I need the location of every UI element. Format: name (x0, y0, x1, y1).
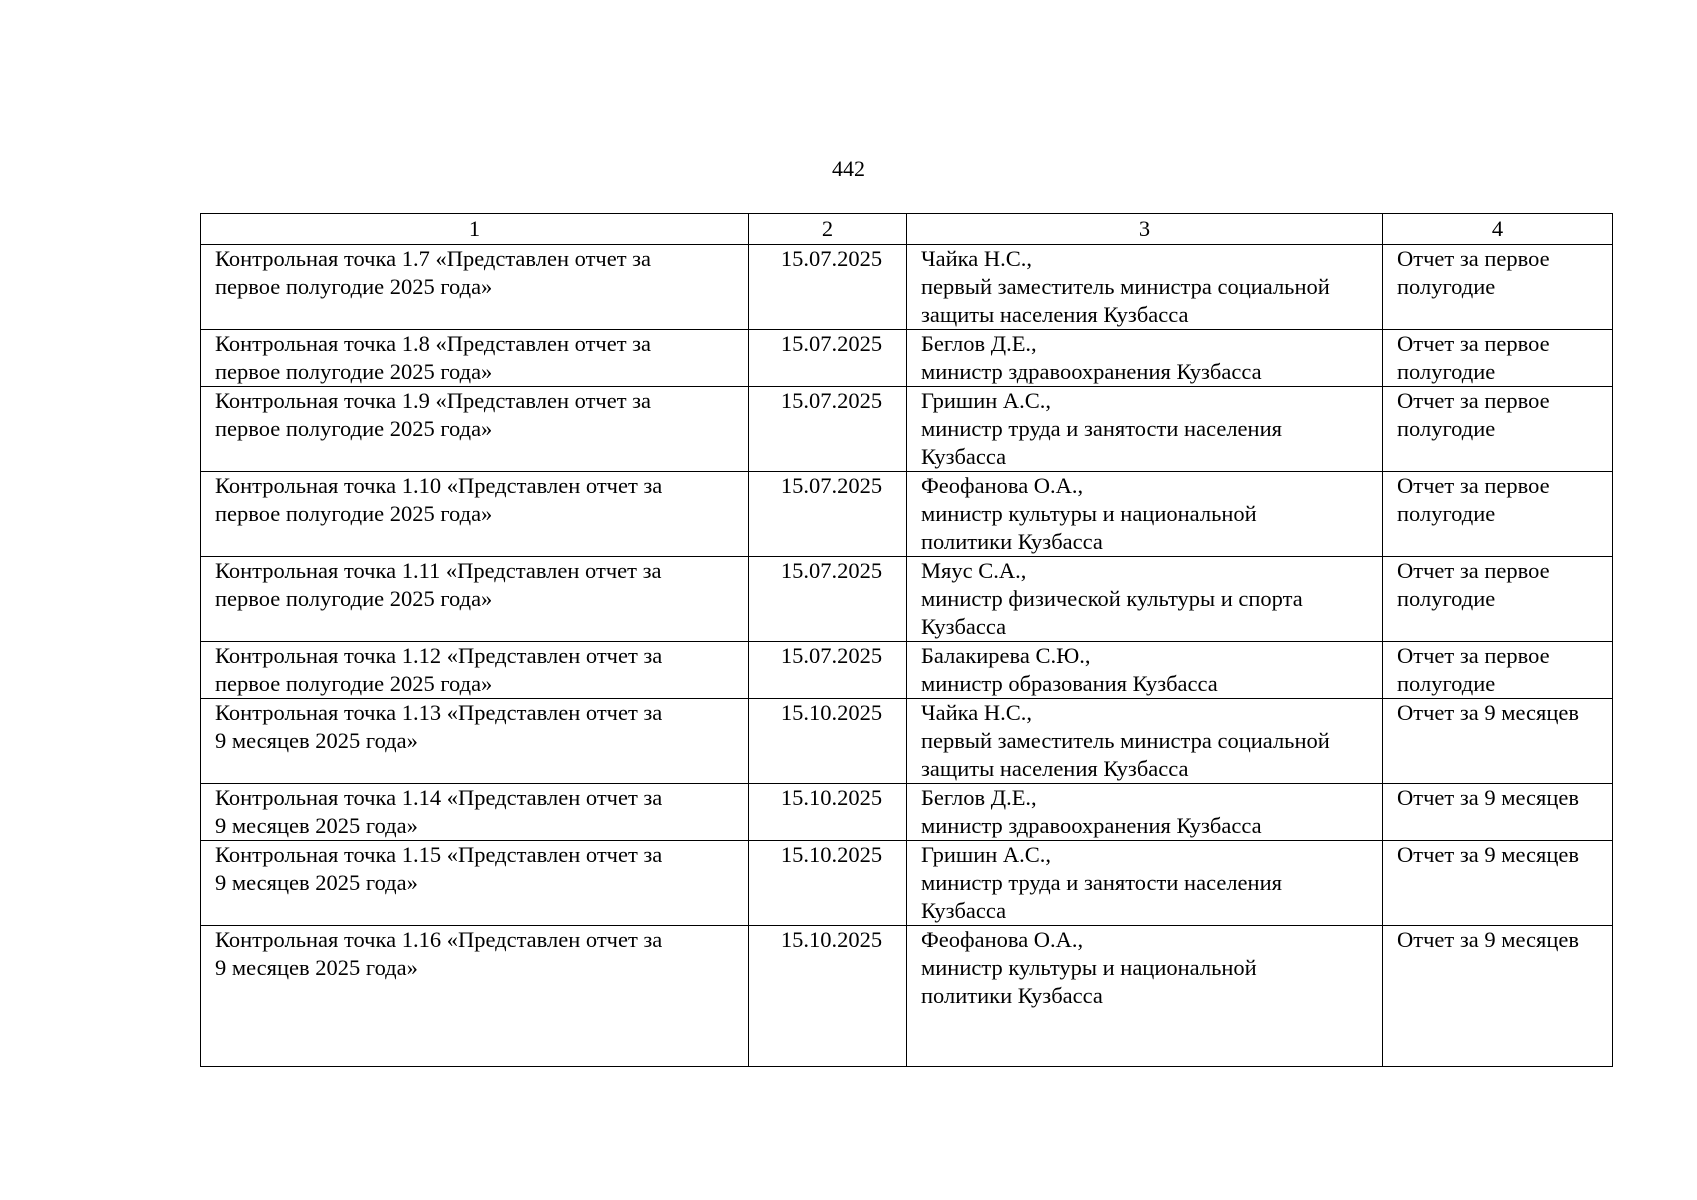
checkpoint-cell: Контрольная точка 1.13 «Представлен отчет за 9 месяцев 2025 года» (201, 699, 749, 784)
responsible-cell: Гришин А.С., министр труда и занятости населения Кузбасса (907, 841, 1383, 926)
responsible-cell: Феофанова О.А., министр культуры и национальной политики Кузбасса (907, 926, 1383, 1067)
date-cell: 15.10.2025 (749, 699, 907, 784)
table-row (201, 642, 1613, 699)
result-cell: Отчет за 9 месяцев (1383, 699, 1613, 784)
date-cell: 15.07.2025 (749, 245, 907, 330)
result-cell: Отчет за 9 месяцев (1383, 926, 1613, 1067)
column-header-4: 4 (1383, 214, 1613, 245)
date-cell: 15.10.2025 (749, 841, 907, 926)
checkpoint-cell: Контрольная точка 1.14 «Представлен отчет за 9 месяцев 2025 года» (201, 784, 749, 841)
result-cell: Отчет за первое полугодие (1383, 387, 1613, 472)
checkpoint-cell: Контрольная точка 1.15 «Представлен отчет за 9 месяцев 2025 года» (201, 841, 749, 926)
table-row (201, 387, 1613, 472)
responsible-cell: Чайка Н.С., первый заместитель министра социальной защиты населения Кузбасса (907, 245, 1383, 330)
date-cell: 15.07.2025 (749, 387, 907, 472)
responsible-cell: Балакирева С.Ю., министр образования Кузбасса (907, 642, 1383, 699)
checkpoint-cell: Контрольная точка 1.7 «Представлен отчет за первое полугодие 2025 года» (201, 245, 749, 330)
result-cell: Отчет за первое полугодие (1383, 642, 1613, 699)
responsible-cell: Гришин А.С., министр труда и занятости населения Кузбасса (907, 387, 1383, 472)
page-number: 442 (832, 156, 865, 181)
result-cell: Отчет за 9 месяцев (1383, 841, 1613, 926)
responsible-cell: Мяус С.А., министр физической культуры и спорта Кузбасса (907, 557, 1383, 642)
checkpoint-cell: Контрольная точка 1.12 «Представлен отчет за первое полугодие 2025 года» (201, 642, 749, 699)
result-cell: Отчет за первое полугодие (1383, 245, 1613, 330)
table-row (201, 330, 1613, 387)
responsible-cell: Беглов Д.Е., министр здравоохранения Кузбасса (907, 784, 1383, 841)
date-cell: 15.07.2025 (749, 557, 907, 642)
responsible-cell: Феофанова О.А., министр культуры и национальной политики Кузбасса (907, 472, 1383, 557)
checkpoint-table (200, 213, 1613, 1067)
column-header-1: 1 (201, 214, 749, 245)
checkpoint-cell: Контрольная точка 1.11 «Представлен отчет за первое полугодие 2025 года» (201, 557, 749, 642)
responsible-cell: Беглов Д.Е., министр здравоохранения Кузбасса (907, 330, 1383, 387)
result-cell: Отчет за первое полугодие (1383, 330, 1613, 387)
date-cell: 15.07.2025 (749, 642, 907, 699)
column-header-2: 2 (749, 214, 907, 245)
date-cell: 15.10.2025 (749, 926, 907, 1067)
table-row (201, 472, 1613, 557)
result-cell: Отчет за первое полугодие (1383, 472, 1613, 557)
result-cell: Отчет за первое полугодие (1383, 557, 1613, 642)
table-row (201, 699, 1613, 784)
table-row (201, 245, 1613, 330)
responsible-cell: Чайка Н.С., первый заместитель министра социальной защиты населения Кузбасса (907, 699, 1383, 784)
table-row (201, 926, 1613, 1067)
checkpoint-cell: Контрольная точка 1.10 «Представлен отчет за первое полугодие 2025 года» (201, 472, 749, 557)
date-cell: 15.07.2025 (749, 472, 907, 557)
date-cell: 15.10.2025 (749, 784, 907, 841)
checkpoint-cell: Контрольная точка 1.9 «Представлен отчет за первое полугодие 2025 года» (201, 387, 749, 472)
column-header-3: 3 (907, 214, 1383, 245)
table-row (201, 841, 1613, 926)
table-row (201, 784, 1613, 841)
table-row (201, 557, 1613, 642)
table-header-row (201, 214, 1613, 245)
checkpoint-cell: Контрольная точка 1.8 «Представлен отчет за первое полугодие 2025 года» (201, 330, 749, 387)
result-cell: Отчет за 9 месяцев (1383, 784, 1613, 841)
date-cell: 15.07.2025 (749, 330, 907, 387)
checkpoint-cell: Контрольная точка 1.16 «Представлен отчет за 9 месяцев 2025 года» (201, 926, 749, 1067)
